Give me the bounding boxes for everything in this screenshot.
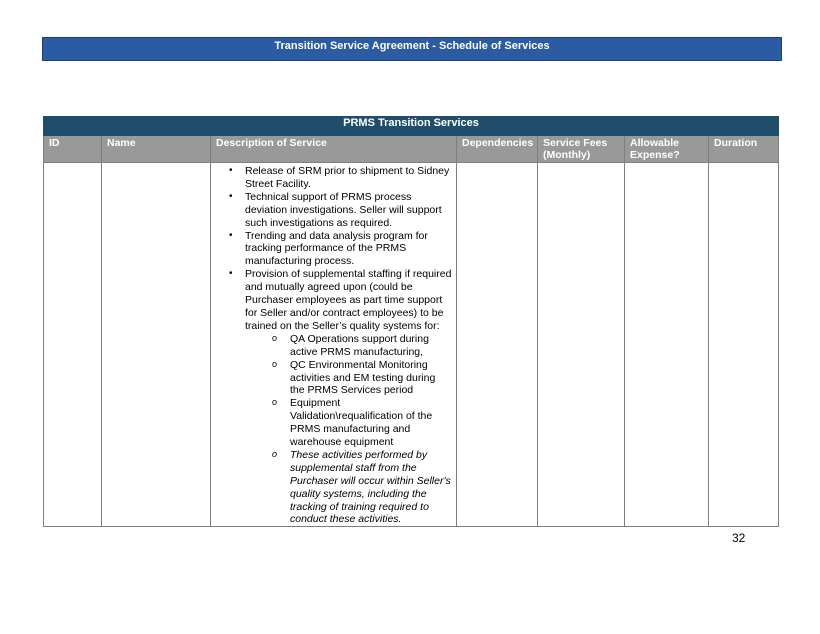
list-item: • Trending and data analysis program for tracking performance of the PRMS manufacturing process. — [245, 230, 452, 269]
table-title: PRMS Transition Services — [44, 117, 779, 136]
document-banner — [42, 37, 782, 61]
table-title-row — [44, 117, 779, 136]
cell-dependencies — [457, 163, 538, 527]
header-description: Description of Service — [211, 136, 457, 163]
list-item: • Technical support of PRMS process deviation investigations. Seller will support such investigations as required. — [245, 191, 452, 230]
cell-service-fees — [538, 163, 625, 527]
page-number: 32 — [732, 531, 746, 545]
service-bullet-list — [215, 165, 452, 526]
header-id: ID — [44, 136, 102, 163]
cell-id — [44, 163, 102, 527]
header-dependencies: Dependencies — [457, 136, 538, 163]
header-service-fees: Service Fees (Monthly) — [538, 136, 625, 163]
sub-list-item: o QC Environmental Monitoring activities and EM testing during the PRMS Services period — [290, 359, 452, 398]
list-item: • Release of SRM prior to shipment to Sidney Street Facility. — [245, 165, 452, 191]
sub-list-item-italic: o These activities performed by supplemental staff from the Purchaser will occur within Seller's quality systems, including the tracking of training required to conduct these activities. — [290, 449, 452, 526]
sub-list-item: o Equipment Validation\requalification of the PRMS manufacturing and warehouse equipment — [290, 397, 452, 449]
banner-title: Transition Service Agreement - Schedule of Services — [274, 40, 550, 52]
list-item-text: Provision of supplemental staffing if required and mutually agreed upon (could be Purchaser employees as part time support for Seller and/or contract employees) to be trained on the Seller’s quality systems for: — [245, 268, 452, 332]
service-subbullet-list — [245, 333, 452, 527]
cell-duration — [709, 163, 779, 527]
sub-list-item: o QA Operations support during active PRMS manufacturing, — [290, 333, 452, 359]
services-table — [43, 116, 779, 527]
table-row — [44, 163, 779, 527]
cell-description — [211, 163, 457, 527]
list-item — [245, 268, 452, 526]
cell-allowable-expense — [625, 163, 709, 527]
cell-name — [102, 163, 211, 527]
header-allowable-expense: Allowable Expense? — [625, 136, 709, 163]
header-duration: Duration — [709, 136, 779, 163]
header-name: Name — [102, 136, 211, 163]
table-header-row — [44, 136, 779, 163]
